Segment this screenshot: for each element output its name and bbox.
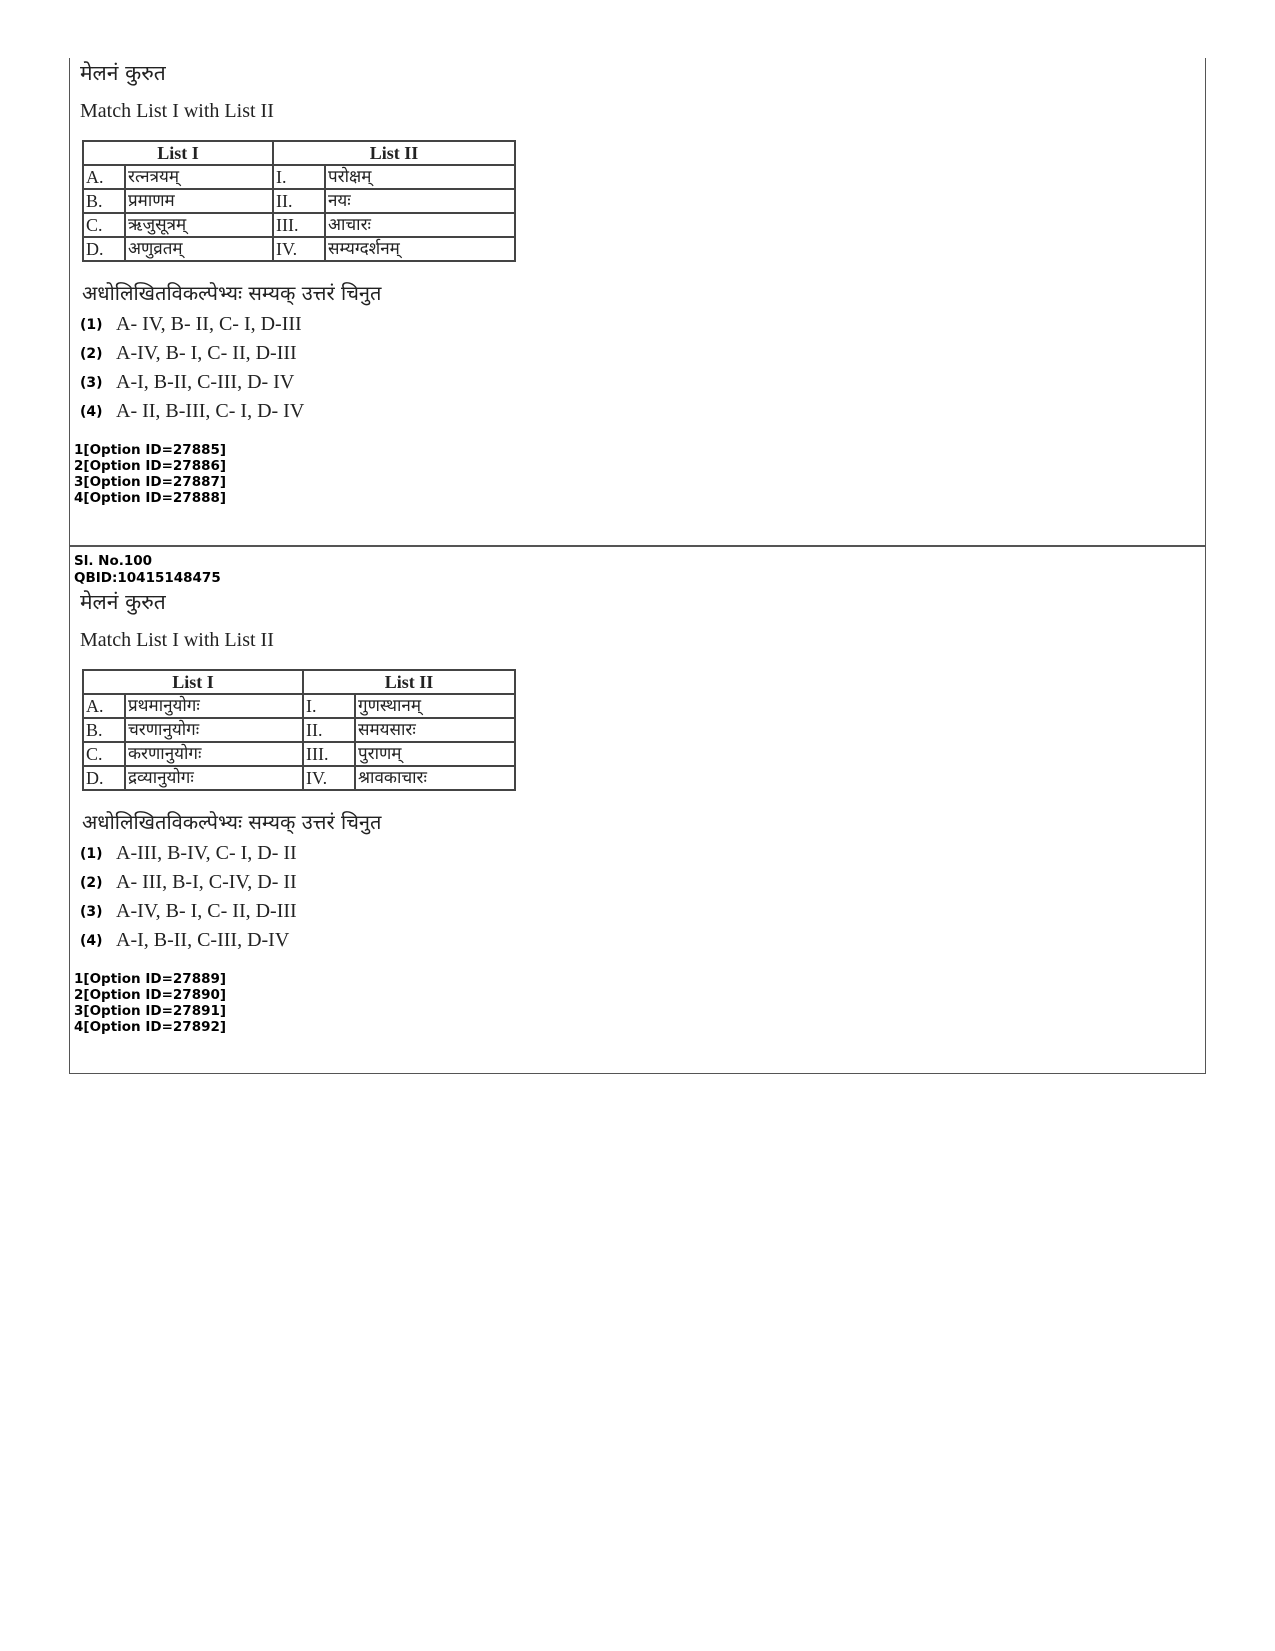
list1-label: B.: [83, 718, 125, 742]
option-number: (2): [80, 345, 103, 362]
table-row: [83, 213, 515, 237]
option-number: (4): [80, 932, 103, 949]
option-text: A-I, B-II, C-III, D- IV: [116, 371, 295, 393]
list1-item: करणानुयोगः: [125, 742, 303, 766]
list1-header: List I: [83, 670, 303, 694]
option-id-list: [70, 971, 1205, 1035]
option-4[interactable]: [80, 397, 1205, 426]
list2-item: गुणस्थानम्: [355, 694, 515, 718]
option-number: (2): [80, 874, 103, 891]
list2-label: IV.: [303, 766, 355, 790]
list2-item: परोक्षम्: [325, 165, 515, 189]
question-title-hindi: मेलनं कुरुत: [80, 590, 166, 614]
list2-label: II.: [273, 189, 325, 213]
question-block-100: [69, 546, 1206, 1074]
table-row: [83, 237, 515, 261]
list2-item: आचारः: [325, 213, 515, 237]
list1-item: प्रमाणम: [125, 189, 273, 213]
table-row: [83, 718, 515, 742]
list1-label: C.: [83, 742, 125, 766]
option-id: 2[Option ID=27890]: [74, 987, 227, 1003]
list2-label: III.: [273, 213, 325, 237]
question-block-99: [69, 58, 1206, 546]
option-2[interactable]: [80, 868, 1205, 897]
list2-item: नयः: [325, 189, 515, 213]
option-id: 4[Option ID=27888]: [74, 490, 227, 506]
option-number: (3): [80, 903, 103, 920]
question-page: [69, 58, 1206, 1074]
list2-label: IV.: [273, 237, 325, 261]
option-id-list: [70, 442, 1205, 506]
serial-number: Sl. No.100: [74, 553, 153, 569]
list2-header: List II: [303, 670, 515, 694]
option-id: 3[Option ID=27887]: [74, 474, 227, 490]
table-row: [83, 766, 515, 790]
instruction-text: अधोलिखितविकल्पेभ्यः सम्यक् उत्तरं चिनुत: [82, 281, 382, 305]
option-3[interactable]: [80, 897, 1205, 926]
option-text: A- IV, B- II, C- I, D-III: [116, 313, 302, 335]
option-text: A-I, B-II, C-III, D-IV: [116, 929, 290, 951]
list2-item: समयसारः: [355, 718, 515, 742]
list1-item: अणुव्रतम्: [125, 237, 273, 261]
option-number: (3): [80, 374, 103, 391]
list2-header: List II: [273, 141, 515, 165]
list1-item: द्रव्यानुयोगः: [125, 766, 303, 790]
option-1[interactable]: [80, 310, 1205, 339]
list1-label: D.: [83, 237, 125, 261]
option-number: (1): [80, 316, 103, 333]
match-table: [82, 669, 516, 791]
table-row: [83, 694, 515, 718]
option-1[interactable]: [80, 839, 1205, 868]
option-id: 4[Option ID=27892]: [74, 1019, 227, 1035]
question-title-english: Match List I with List II: [80, 100, 274, 122]
list1-item: चरणानुयोगः: [125, 718, 303, 742]
list2-item: श्रावकाचारः: [355, 766, 515, 790]
option-3[interactable]: [80, 368, 1205, 397]
option-id: 1[Option ID=27889]: [74, 971, 227, 987]
option-number: (4): [80, 403, 103, 420]
option-number: (1): [80, 845, 103, 862]
option-id: 2[Option ID=27886]: [74, 458, 227, 474]
list1-label: C.: [83, 213, 125, 237]
instruction-text: अधोलिखितविकल्पेभ्यः सम्यक् उत्तरं चिनुत: [82, 810, 382, 834]
list1-header: List I: [83, 141, 273, 165]
option-4[interactable]: [80, 926, 1205, 955]
list1-item: ऋजुसूत्रम्: [125, 213, 273, 237]
match-table: [82, 140, 516, 262]
list2-label: I.: [303, 694, 355, 718]
option-text: A-IV, B- I, C- II, D-III: [116, 342, 297, 364]
option-2[interactable]: [80, 339, 1205, 368]
list2-label: III.: [303, 742, 355, 766]
list2-item: पुराणम्: [355, 742, 515, 766]
option-id: 1[Option ID=27885]: [74, 442, 227, 458]
list1-label: A.: [83, 165, 125, 189]
list2-item: सम्यग्दर्शनम्: [325, 237, 515, 261]
list1-item: रत्नत्रयम्: [125, 165, 273, 189]
question-title-english: Match List I with List II: [80, 629, 274, 651]
list2-label: II.: [303, 718, 355, 742]
question-bank-id: QBID:10415148475: [74, 570, 221, 586]
option-text: A- III, B-I, C-IV, D- II: [116, 871, 297, 893]
table-row: [83, 742, 515, 766]
list1-item: प्रथमानुयोगः: [125, 694, 303, 718]
option-text: A- II, B-III, C- I, D- IV: [116, 400, 305, 422]
option-id: 3[Option ID=27891]: [74, 1003, 227, 1019]
table-row: [83, 165, 515, 189]
list1-label: B.: [83, 189, 125, 213]
list2-label: I.: [273, 165, 325, 189]
option-text: A-IV, B- I, C- II, D-III: [116, 900, 297, 922]
table-row: [83, 189, 515, 213]
list1-label: D.: [83, 766, 125, 790]
list1-label: A.: [83, 694, 125, 718]
question-title-hindi: मेलनं कुरुत: [80, 61, 166, 85]
option-text: A-III, B-IV, C- I, D- II: [116, 842, 297, 864]
